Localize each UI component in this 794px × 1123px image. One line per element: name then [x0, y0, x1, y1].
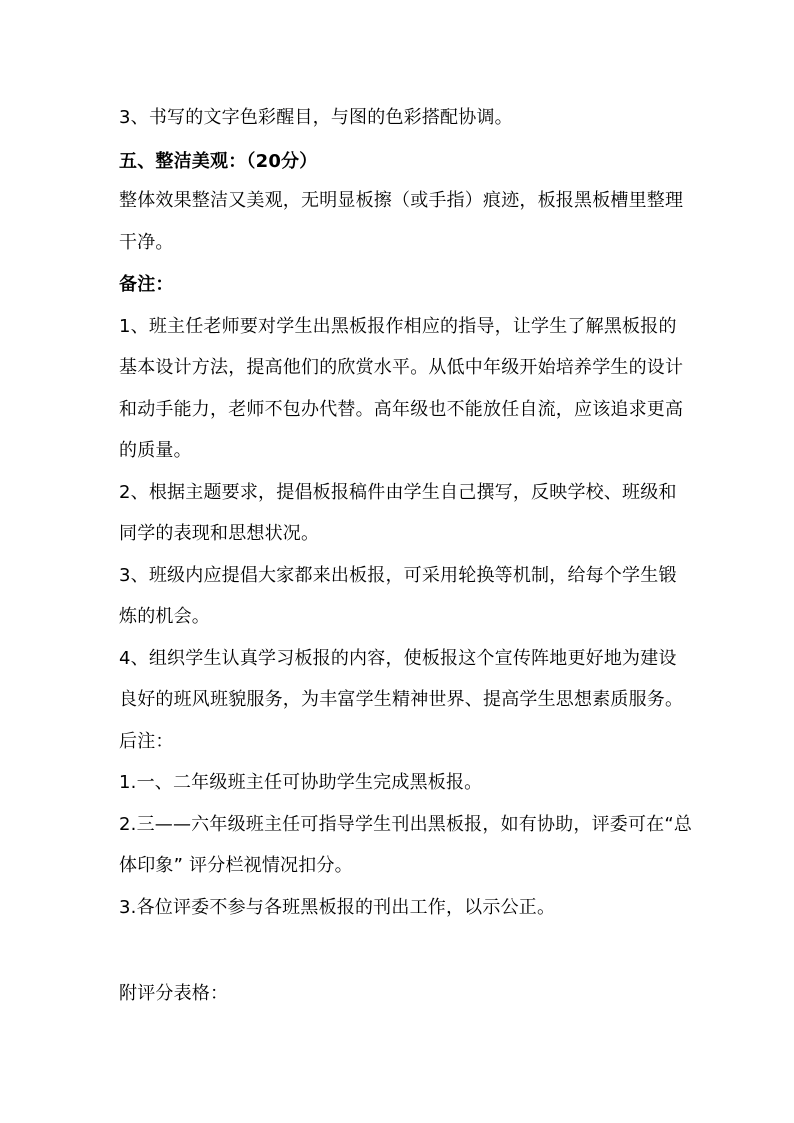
paragraph-line: 4、组织学生认真学习板报的内容，使板报这个宣传阵地更好地为建设 — [119, 648, 677, 669]
paragraph-line: 3.各位评委不参与各班黑板报的刊出工作，以示公正。 — [119, 897, 556, 918]
paragraph-line: 3、班级内应提倡大家都来出板报，可采用轮换等机制，给每个学生锻 — [119, 565, 677, 586]
paragraph-line: 基本设计方法，提高他们的欣赏水平。从低中年级开始培养学生的设计 — [119, 357, 684, 378]
section-heading: 五、整洁美观：（20分） — [119, 151, 318, 172]
paragraph-line: 的质量。 — [119, 440, 192, 461]
paragraph-line: 同学的表现和思想状况。 — [119, 523, 320, 544]
paragraph-line: 良好的班风班貌服务，为丰富学生精神世界、提高学生思想素质服务。 — [119, 689, 684, 710]
paragraph-line: 后注： — [119, 731, 174, 752]
paragraph-line: 2、根据主题要求，提倡板报稿件由学生自己撰写，反映学校、班级和 — [119, 482, 677, 503]
paragraph-line: 炼的机会。 — [119, 606, 210, 627]
paragraph-line: 3、书写的文字色彩醒目，与图的色彩搭配协调。 — [119, 107, 513, 128]
paragraph-line: 1.一、二年级班主任可协助学生完成黑板报。 — [119, 772, 483, 793]
section-heading: 备注： — [119, 274, 174, 295]
paragraph-line: 2.三——六年级班主任可指导学生刊出黑板报，如有协助，评委可在“总 — [119, 814, 693, 835]
paragraph-line: 和动手能力，老师不包办代替。高年级也不能放任自流，应该追求更高 — [119, 399, 684, 420]
paragraph-line: 1、班主任老师要对学生出黑板报作相应的指导，让学生了解黑板报的 — [119, 316, 677, 337]
paragraph-line: 整体效果整洁又美观，无明显板擦（或手指）痕迹，板报黑板槽里整理 — [119, 190, 684, 211]
paragraph-line: 干净。 — [119, 232, 174, 253]
paragraph-line: 体印象” 评分栏视情况扣分。 — [119, 855, 353, 876]
paragraph-line: 附评分表格： — [119, 983, 229, 1004]
